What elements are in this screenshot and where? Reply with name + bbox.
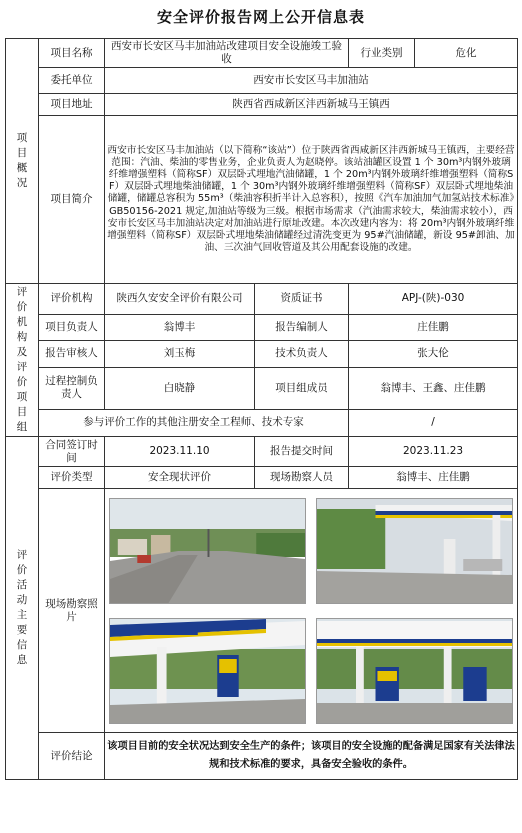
conclusion-value: 该项目目前的安全状况达到安全生产的条件；该项目的安全设施的配备满足国家有关法律法规和技术标准的要求，具备安全验收的条件。 [105,733,518,780]
contract-date-value: 2023.11.10 [105,437,255,467]
station-canopy-photo [316,498,513,604]
section-evaluation-org: 评价机构及评价项目组 [6,284,39,437]
station-pump-photo [109,618,306,724]
members-value: 翁博丰、王鑫、庄佳鹏 [349,368,518,410]
photos-label: 现场勘察照片 [39,489,105,733]
intro-label: 项目简介 [39,116,105,284]
section-project-overview: 项目概况 [6,39,39,284]
tech-label: 技术负责人 [255,340,349,367]
industry-value: 危化 [415,39,518,68]
project-name: 西安市长安区马丰加油站改建项目安全设施竣工验收 [105,39,349,68]
cert-value: APJ-(陕)-030 [349,284,518,315]
submit-date-value: 2023.11.23 [349,437,518,467]
site-road-photo [109,498,306,604]
client-value: 西安市长安区马丰加油站 [105,68,518,94]
eval-type-label: 评价类型 [39,467,105,489]
address-label: 项目地址 [39,94,105,116]
info-table [5,38,518,780]
others-label: 参与评价工作的其他注册安全工程师、技术专家 [39,409,349,436]
client-label: 委托单位 [39,68,105,94]
eval-type-value: 安全现状评价 [105,467,255,489]
process-value: 白晓静 [105,368,255,410]
project-name-label: 项目名称 [39,39,105,68]
conclusion-label: 评价结论 [39,733,105,780]
cert-label: 资质证书 [255,284,349,315]
agency-label: 评价机构 [39,284,105,315]
surveyors-value: 翁博丰、庄佳鹏 [349,467,518,489]
page-title: 安全评价报告网上公开信息表 [156,8,365,26]
leader-label: 项目负责人 [39,314,105,340]
photo-grid-cell [105,489,518,733]
industry-label: 行业类别 [349,39,415,68]
writer-value: 庄佳鹏 [349,314,518,340]
process-label: 过程控制负责人 [39,368,105,410]
writer-label: 报告编制人 [255,314,349,340]
surveyors-label: 现场勘察人员 [255,467,349,489]
others-value: / [349,409,518,436]
members-label: 项目组成员 [255,368,349,410]
contract-date-label: 合同签订时间 [39,437,105,467]
section-evaluation-activity: 评价活动主要信息 [6,437,39,780]
submit-date-label: 报告提交时间 [255,437,349,467]
leader-value: 翁博丰 [105,314,255,340]
reviewer-label: 报告审核人 [39,340,105,367]
address-value: 陕西省西咸新区沣西新城马王镇西 [105,94,518,116]
station-island-photo [316,618,513,724]
agency-value: 陕西久安安全评价有限公司 [105,284,255,315]
project-intro: 西安市长安区马丰加油站（以下简称“该站”）位于陕西省西咸新区沣西新城马王镇西，主要经营范围：汽油、柴油的零售业务，企业负责人为赵晓停。该站油罐区设置 1 个 30m³内钢外玻璃纤维增强塑料（简称SF）双层卧式埋地汽油储罐，1 个 20m³内钢外玻璃纤维增强塑料（简称SF）双层卧式埋地柴油储罐，1 个 30m³内钢外玻璃纤维增强塑料（简称SF）双层卧式埋地柴油储罐，储罐总容积为 55m³（柴油容积折半计入总容积），按照《汽车加油加气加氢站技术标准》GB50156-2021 规定,加油站等级为三级。根据市场需求（汽油需求较大，柴油需求较小），西安市长安区马丰加油站决定对加油站进行原址改建。本次改建内容为：将 20m³内钢外玻璃纤维增强塑料（简称SF）双层卧式埋地柴油储罐经过清洗变更为 95#汽油储罐，新设 95#卸油、加油、三次油气回收管道及其公用配套设施的改建。 [105,116,518,284]
tech-value: 张大伦 [349,340,518,367]
reviewer-value: 刘玉梅 [105,340,255,367]
